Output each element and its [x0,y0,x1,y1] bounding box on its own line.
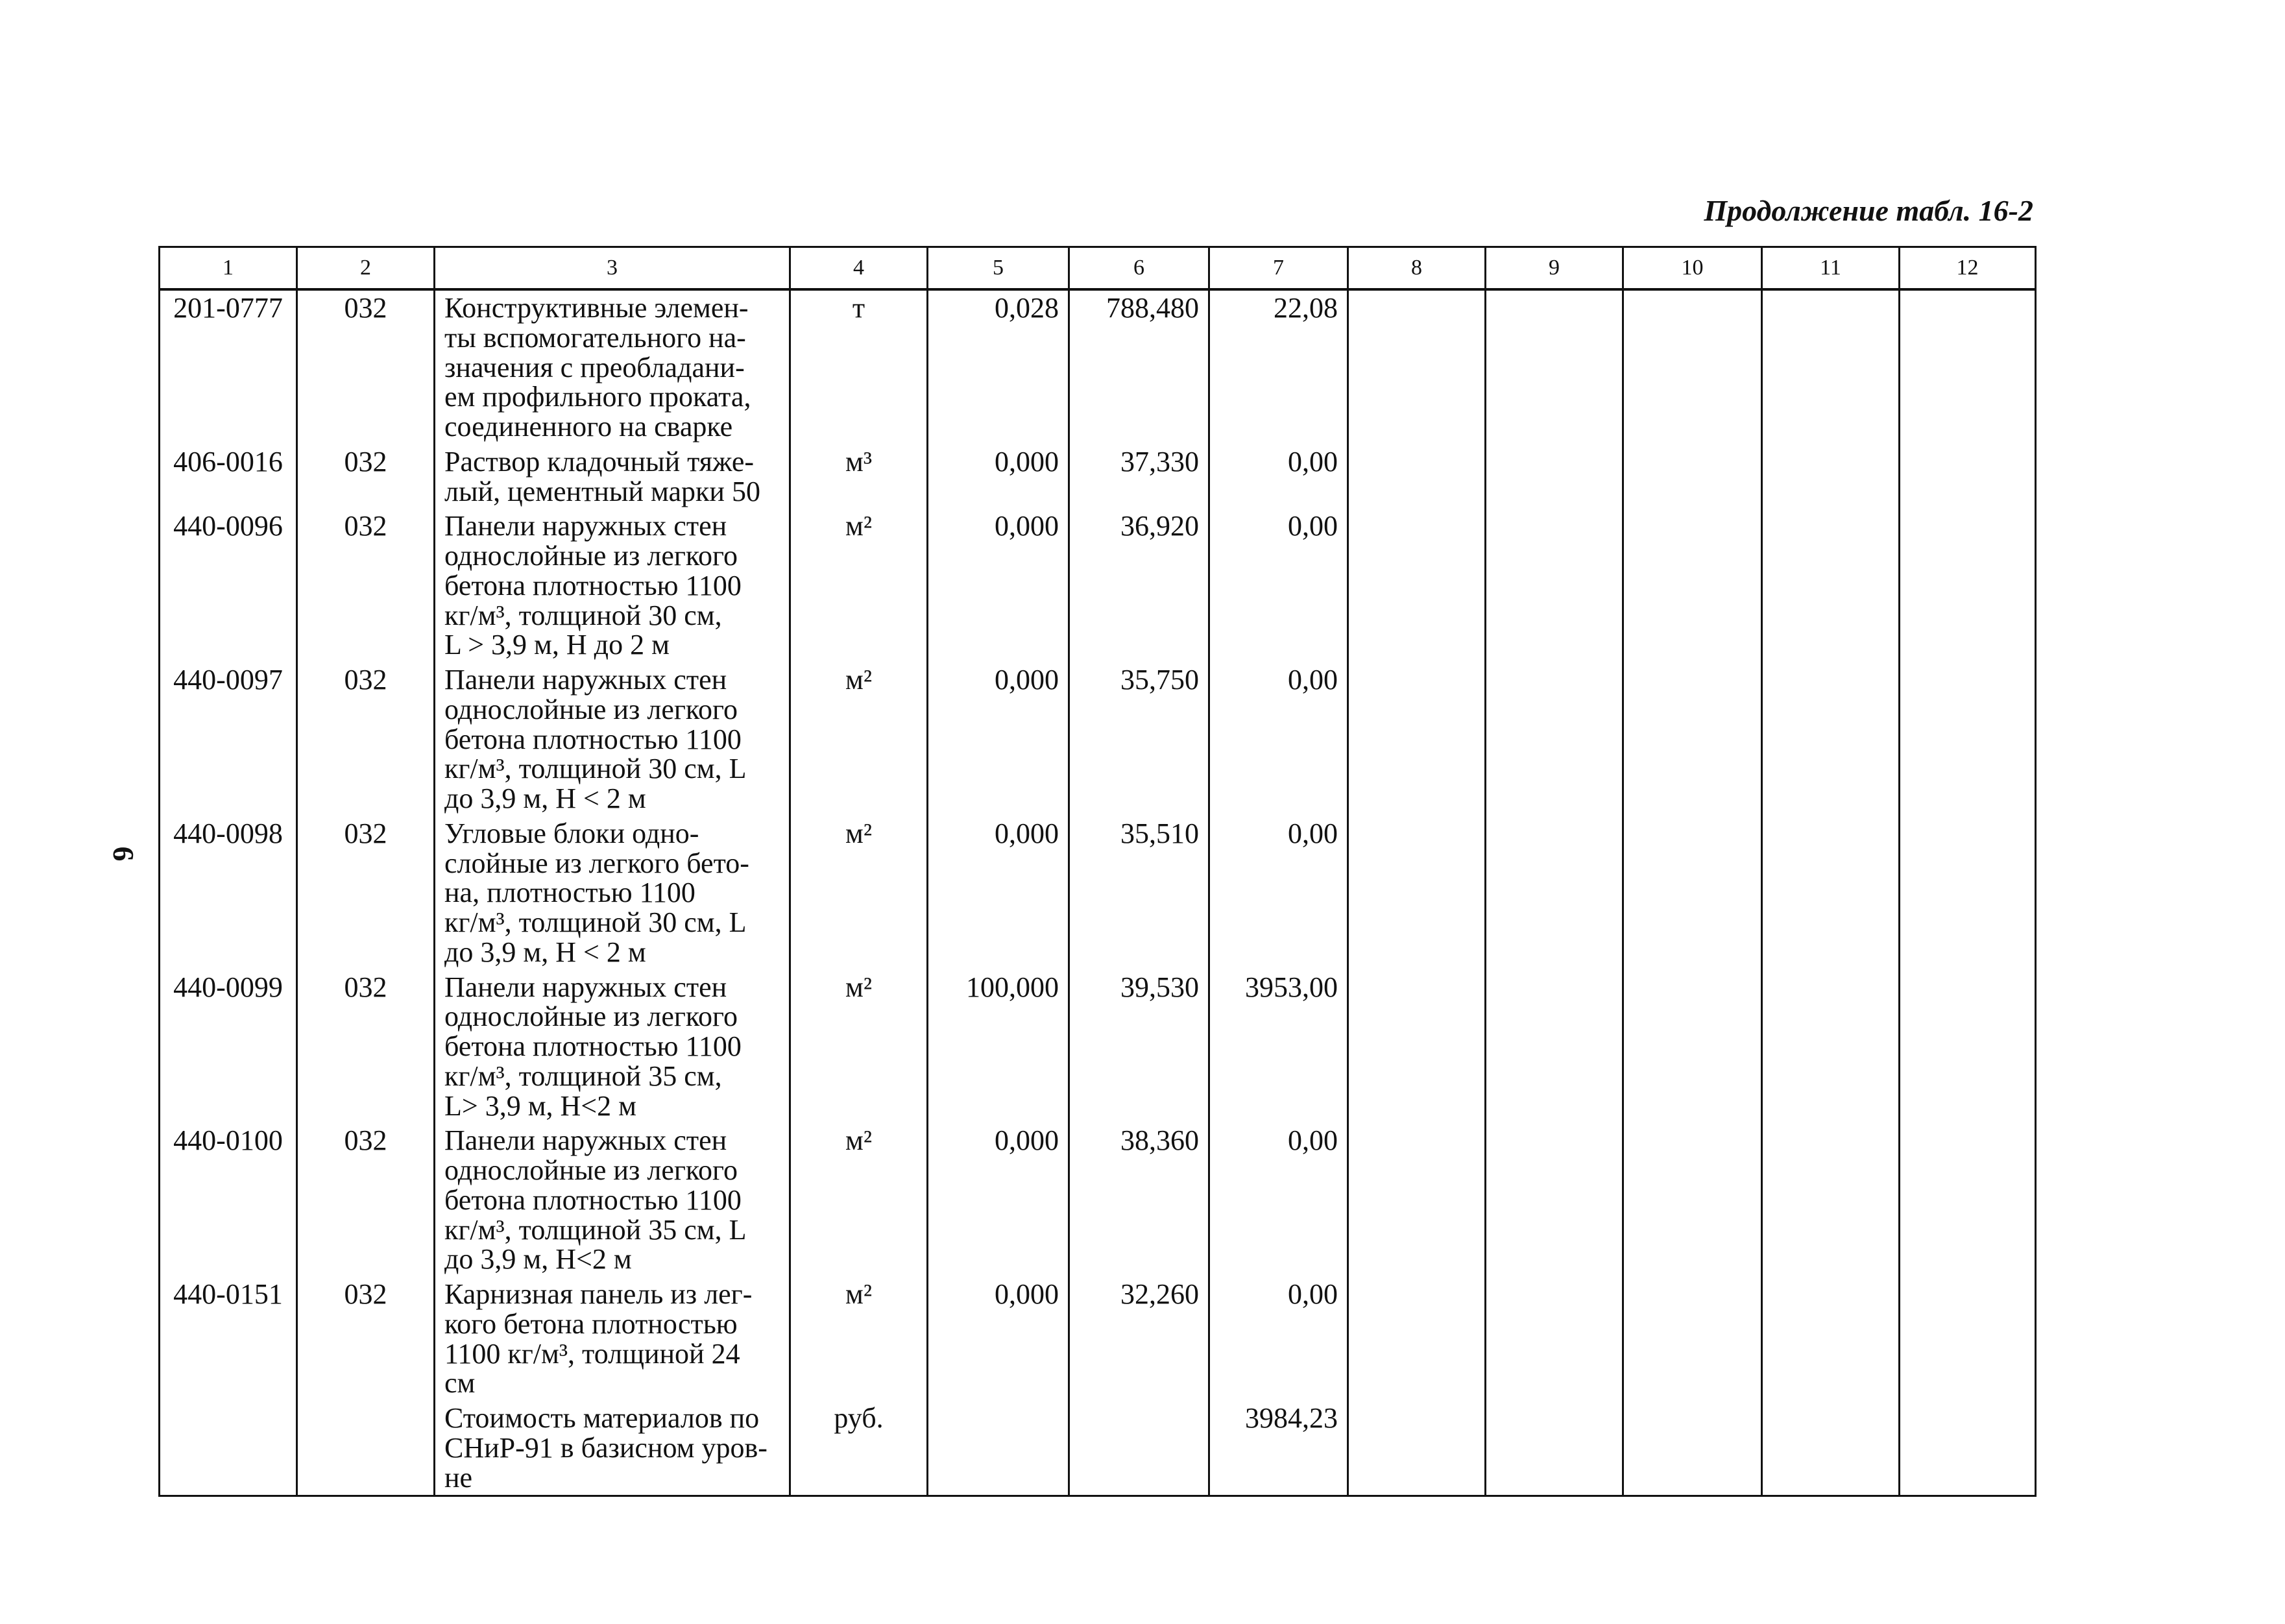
unit: м² [790,1277,928,1401]
total-cost: 0,00 [1209,816,1348,970]
empty-cell [1348,1123,1486,1277]
empty-cell [1762,444,1900,509]
empty-cell [1486,1401,1623,1496]
unit-price: 35,510 [1069,816,1209,970]
table-caption: Продолжение табл. 16-2 [1704,194,2033,227]
total-cost: 22,08 [1209,289,1348,444]
resource-code: 440-0099 [160,970,297,1124]
column-header: 4 [790,247,928,290]
material-description: Раствор кладочный тяже- лый, цементный марки 50 [435,444,790,509]
quantity: 100,000 [928,970,1069,1124]
unit: м² [790,816,928,970]
empty-cell [1623,816,1762,970]
quantity: 0,028 [928,289,1069,444]
empty-cell [1486,970,1623,1124]
quantity: 0,000 [928,509,1069,662]
column-header: 8 [1348,247,1486,290]
total-cost: 0,00 [1209,444,1348,509]
empty-cell [1762,1277,1900,1401]
column-header: 9 [1486,247,1623,290]
resource-code [160,1401,297,1496]
quantity [928,1401,1069,1496]
empty-cell [1348,970,1486,1124]
column-header: 3 [435,247,790,290]
material-description: Угловые блоки одно- слойные из легкого бето- на, плотностью 1100 кг/м³, толщиной 30 см, L до 3,9 м, Н < 2 м [435,816,790,970]
column-header: 5 [928,247,1069,290]
table-row [160,1277,2036,1401]
resource-code: 440-0098 [160,816,297,970]
group-code: 032 [297,444,435,509]
resource-code: 440-0096 [160,509,297,662]
unit: м² [790,970,928,1124]
empty-cell [1486,662,1623,816]
empty-cell [1486,816,1623,970]
total-cost: 3984,23 [1209,1401,1348,1496]
material-description: Панели наружных стен однослойные из легкого бетона плотностью 1100 кг/м³, толщиной 35 см, L до 3,9 м, Н<2 м [435,1123,790,1277]
empty-cell [1900,662,2036,816]
unit: м³ [790,444,928,509]
unit-price [1069,1401,1209,1496]
empty-cell [1486,509,1623,662]
resource-code: 440-0100 [160,1123,297,1277]
material-description: Панели наружных стен однослойные из легкого бетона плотностью 1100 кг/м³, толщиной 35 см, L> 3,9 м, Н<2 м [435,970,790,1124]
unit: м² [790,1123,928,1277]
unit-price: 37,330 [1069,444,1209,509]
unit: т [790,289,928,444]
column-header: 7 [1209,247,1348,290]
table-row [160,662,2036,816]
material-description: Конструктивные элемен- ты вспомогательного на- значения с преобладани- ем профильного проката, соединенного на сварке [435,289,790,444]
group-code: 032 [297,970,435,1124]
empty-cell [1348,1401,1486,1496]
group-code: 032 [297,816,435,970]
column-header: 11 [1762,247,1900,290]
empty-cell [1623,662,1762,816]
quantity: 0,000 [928,816,1069,970]
empty-cell [1348,444,1486,509]
unit-price: 788,480 [1069,289,1209,444]
total-cost: 0,00 [1209,509,1348,662]
quantity: 0,000 [928,1123,1069,1277]
group-code: 032 [297,1277,435,1401]
empty-cell [1486,289,1623,444]
resource-code: 440-0151 [160,1277,297,1401]
resource-code: 440-0097 [160,662,297,816]
empty-cell [1348,1277,1486,1401]
empty-cell [1623,444,1762,509]
unit-price: 39,530 [1069,970,1209,1124]
empty-cell [1900,1401,2036,1496]
column-header: 1 [160,247,297,290]
empty-cell [1762,662,1900,816]
material-description: Панели наружных стен однослойные из легкого бетона плотностью 1100 кг/м³, толщиной 30 см, L > 3,9 м, Н до 2 м [435,509,790,662]
empty-cell [1900,816,2036,970]
empty-cell [1348,816,1486,970]
unit: м² [790,509,928,662]
column-header: 2 [297,247,435,290]
empty-cell [1762,289,1900,444]
resource-code: 201-0777 [160,289,297,444]
resource-code: 406-0016 [160,444,297,509]
materials-table [158,246,2037,1497]
column-header: 6 [1069,247,1209,290]
unit-price: 32,260 [1069,1277,1209,1401]
table-row [160,1123,2036,1277]
material-description: Панели наружных стен однослойные из легкого бетона плотностью 1100 кг/м³, толщиной 30 см, L до 3,9 м, Н < 2 м [435,662,790,816]
empty-cell [1762,1401,1900,1496]
empty-cell [1348,289,1486,444]
empty-cell [1762,816,1900,970]
empty-cell [1486,1277,1623,1401]
page-number: 6 [107,846,140,862]
total-cost: 0,00 [1209,662,1348,816]
total-cost: 0,00 [1209,1123,1348,1277]
table-row [160,816,2036,970]
column-header: 10 [1623,247,1762,290]
unit-price: 36,920 [1069,509,1209,662]
unit: м² [790,662,928,816]
empty-cell [1900,289,2036,444]
quantity: 0,000 [928,444,1069,509]
empty-cell [1900,509,2036,662]
empty-cell [1762,1123,1900,1277]
table-row-summary [160,1401,2036,1496]
group-code: 032 [297,289,435,444]
empty-cell [1486,1123,1623,1277]
empty-cell [1623,1123,1762,1277]
table-row [160,289,2036,444]
empty-cell [1762,509,1900,662]
column-header: 12 [1900,247,2036,290]
empty-cell [1623,1401,1762,1496]
material-description: Стоимость материалов по СНиР-91 в базисном уров- не [435,1401,790,1496]
table-row [160,444,2036,509]
empty-cell [1623,509,1762,662]
quantity: 0,000 [928,662,1069,816]
table-row [160,509,2036,662]
empty-cell [1900,1277,2036,1401]
empty-cell [1623,289,1762,444]
empty-cell [1623,970,1762,1124]
group-code: 032 [297,662,435,816]
header-row [160,247,2036,290]
unit-price: 35,750 [1069,662,1209,816]
total-cost: 3953,00 [1209,970,1348,1124]
group-code: 032 [297,1123,435,1277]
table-row [160,970,2036,1124]
empty-cell [1348,509,1486,662]
empty-cell [1486,444,1623,509]
material-description: Карнизная панель из лег- кого бетона плотностью 1100 кг/м³, толщиной 24 см [435,1277,790,1401]
empty-cell [1762,970,1900,1124]
empty-cell [1623,1277,1762,1401]
empty-cell [1900,1123,2036,1277]
group-code: 032 [297,509,435,662]
unit: руб. [790,1401,928,1496]
quantity: 0,000 [928,1277,1069,1401]
group-code [297,1401,435,1496]
unit-price: 38,360 [1069,1123,1209,1277]
empty-cell [1900,970,2036,1124]
empty-cell [1900,444,2036,509]
total-cost: 0,00 [1209,1277,1348,1401]
empty-cell [1348,662,1486,816]
